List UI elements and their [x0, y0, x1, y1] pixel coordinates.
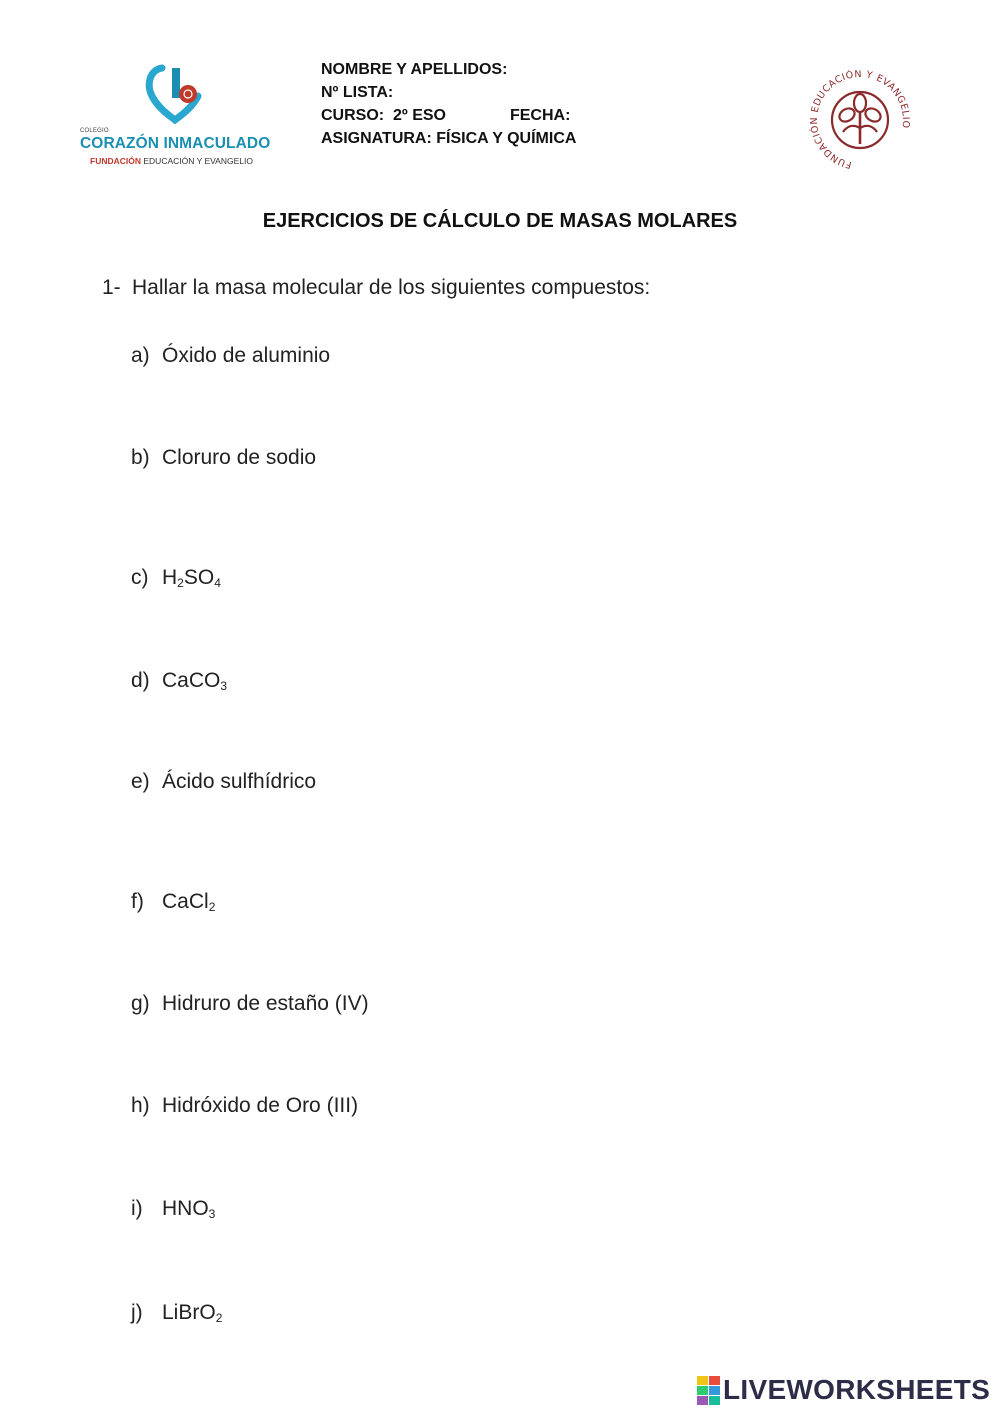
formula-part: H — [162, 566, 178, 589]
item-text: Cloruro de sodio — [162, 446, 317, 469]
list-item — [131, 1197, 215, 1221]
list-item — [131, 890, 215, 914]
item-label: j) — [131, 1301, 143, 1324]
formula-subscript: 3 — [208, 1207, 216, 1221]
item-label: d) — [131, 669, 150, 692]
foundation-ring-text: FUNDACIÓN EDUCACIÓN Y EVANGELIO — [808, 70, 912, 170]
date-label: FECHA: — [509, 107, 571, 124]
question-number: 1- — [102, 276, 121, 299]
formula-subscript: 2 — [177, 576, 184, 590]
question-text: Hallar la masa molecular de los siguientes compuestos: — [132, 276, 651, 299]
item-label: i) — [131, 1197, 143, 1220]
formula-part: LiBrO — [162, 1301, 216, 1324]
formula-subscript: 2 — [208, 900, 216, 914]
item-label: b) — [131, 446, 150, 469]
course-label: CURSO: — [321, 107, 385, 124]
subject-row — [321, 130, 576, 148]
formula-part: HNO — [162, 1197, 209, 1220]
list-item — [131, 1301, 222, 1325]
list-item — [131, 344, 330, 368]
item-label: h) — [131, 1094, 150, 1117]
foundation-logo — [805, 70, 915, 170]
course-row — [321, 107, 570, 125]
formula-part: CaCO — [162, 669, 221, 692]
list-item — [131, 992, 369, 1016]
formula-subscript: 3 — [220, 679, 228, 693]
list-field-label: Nº LISTA: — [321, 84, 394, 101]
list-item — [131, 566, 221, 590]
item-label: e) — [131, 770, 150, 793]
watermark-text: LIVEWORKSHEETS — [723, 1374, 991, 1405]
formula-part: CaCl — [162, 890, 209, 913]
item-label: a) — [131, 344, 150, 367]
course-value: 2º ESO — [393, 107, 446, 124]
liveworksheets-logo-icon — [697, 1376, 721, 1408]
item-text: Hidruro de estaño (IV) — [162, 992, 369, 1015]
school-logo — [78, 62, 271, 172]
list-item — [131, 770, 316, 794]
foundation-rest: EDUCACIÓN Y EVANGELIO — [143, 156, 253, 166]
subject-label: ASIGNATURA: — [321, 130, 432, 147]
tree-logo-icon — [805, 70, 915, 170]
item-label: c) — [131, 566, 149, 589]
formula-part: SO — [183, 566, 215, 589]
heart-logo-icon — [144, 62, 206, 124]
subject-value: FÍSICA Y QUÍMICA — [436, 130, 577, 147]
item-label: g) — [131, 992, 150, 1015]
item-text: Ácido sulfhídrico — [162, 770, 317, 793]
list-item — [131, 1094, 358, 1118]
name-field-label: NOMBRE Y APELLIDOS: — [321, 61, 508, 78]
formula-subscript: 2 — [215, 1311, 223, 1325]
item-text: Hidróxido de Oro (III) — [162, 1094, 359, 1117]
question-1 — [102, 276, 650, 300]
school-name: CORAZÓN INMACULADO — [80, 135, 271, 152]
formula-subscript: 4 — [214, 576, 221, 590]
item-label: f) — [131, 890, 144, 913]
list-item — [131, 446, 316, 470]
logo-small-label: COLEGIO — [80, 128, 109, 134]
page-title: EJERCICIOS DE CÁLCULO DE MASAS MOLARES — [262, 210, 738, 232]
item-text: Óxido de aluminio — [162, 344, 331, 367]
foundation-highlight: FUNDACIÓN — [90, 156, 141, 166]
foundation-line — [90, 156, 253, 166]
list-item — [131, 669, 227, 693]
